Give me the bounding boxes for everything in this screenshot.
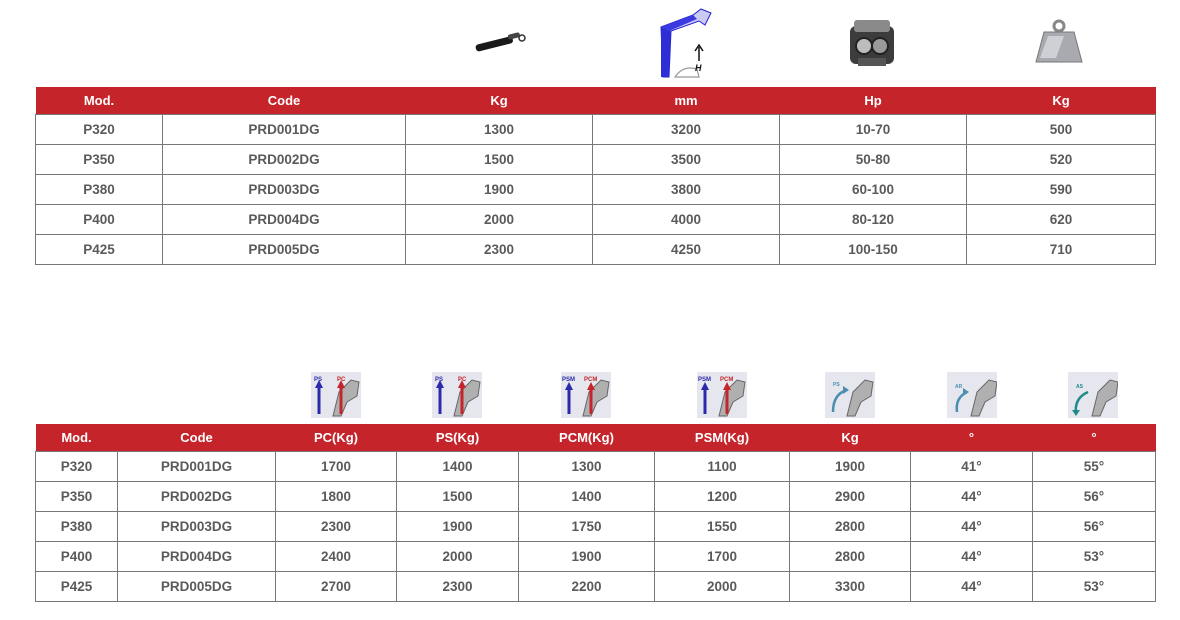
cell: 1100 <box>655 452 790 482</box>
col-header-psm: PSM(Kg) <box>655 424 790 452</box>
cell: 44° <box>911 482 1033 512</box>
cell: 1400 <box>397 452 519 482</box>
cell: PRD001DG <box>118 452 276 482</box>
cell: 44° <box>911 542 1033 572</box>
bucket-ps-pc-icon <box>311 372 361 418</box>
cell: 1750 <box>519 512 655 542</box>
cell: 55° <box>1033 452 1156 482</box>
cell: P320 <box>36 452 118 482</box>
table-row <box>36 452 1156 482</box>
table-row <box>36 482 1156 512</box>
cell: 2800 <box>790 542 911 572</box>
cell: P350 <box>36 482 118 512</box>
col-header-angle-ar: ° <box>911 424 1033 452</box>
ps-label: PS <box>833 382 840 388</box>
cell: 520 <box>967 145 1156 175</box>
col-header-code: Code <box>163 87 406 115</box>
cell: 2300 <box>406 235 593 265</box>
cell: P400 <box>36 542 118 572</box>
cell: P350 <box>36 145 163 175</box>
table-row <box>36 205 1156 235</box>
col-header-model: Mod. <box>36 87 163 115</box>
height-label: H <box>695 63 702 73</box>
table-row <box>36 115 1156 145</box>
cell: 1900 <box>790 452 911 482</box>
cell: 1900 <box>397 512 519 542</box>
cell: 3200 <box>593 115 780 145</box>
cell: 1300 <box>406 115 593 145</box>
cell: 1700 <box>655 542 790 572</box>
cell: 1800 <box>276 482 397 512</box>
cell: P380 <box>36 175 163 205</box>
boom-height-icon <box>655 5 715 81</box>
cell: 60-100 <box>780 175 967 205</box>
bucket-ps-pc-icon <box>432 372 482 418</box>
col-header-kg: Kg <box>790 424 911 452</box>
cell: 1900 <box>406 175 593 205</box>
pcm-label: PCM <box>720 377 734 383</box>
col-header-angle-as: ° <box>1033 424 1156 452</box>
cell: 44° <box>911 572 1033 602</box>
engine-icon <box>846 16 898 70</box>
cell: P380 <box>36 512 118 542</box>
col-header-pcm: PCM(Kg) <box>519 424 655 452</box>
cell: PRD003DG <box>163 175 406 205</box>
cell: 10-70 <box>780 115 967 145</box>
cell: 1500 <box>397 482 519 512</box>
cell: 2300 <box>276 512 397 542</box>
cell: 3500 <box>593 145 780 175</box>
table-header-row <box>36 87 1156 115</box>
cell: 1200 <box>655 482 790 512</box>
col-header-hp: Hp <box>780 87 967 115</box>
col-header-code: Code <box>118 424 276 452</box>
cell: 2400 <box>276 542 397 572</box>
bucket-psm-pcm-icon <box>561 372 611 418</box>
ps-label: PS <box>435 377 444 383</box>
table-row <box>36 175 1156 205</box>
cell: 50-80 <box>780 145 967 175</box>
bucket-as-angle-icon <box>1068 372 1118 418</box>
cell: PRD002DG <box>118 482 276 512</box>
col-header-model: Mod. <box>36 424 118 452</box>
cell: 1900 <box>519 542 655 572</box>
cell: 2200 <box>519 572 655 602</box>
cell: P320 <box>36 115 163 145</box>
col-header-height-mm: mm <box>593 87 780 115</box>
cell: P425 <box>36 235 163 265</box>
table-row <box>36 235 1156 265</box>
pc-label: PC <box>458 377 467 383</box>
cell: 53° <box>1033 542 1156 572</box>
cell: PRD005DG <box>118 572 276 602</box>
cell: 710 <box>967 235 1156 265</box>
cell: 1700 <box>276 452 397 482</box>
cell: 3300 <box>790 572 911 602</box>
table-row <box>36 542 1156 572</box>
cell: 500 <box>967 115 1156 145</box>
cell: PRD001DG <box>163 115 406 145</box>
spec-table-2 <box>35 424 1156 602</box>
col-header-cylinder-kg: Kg <box>406 87 593 115</box>
bucket-rotation-icon <box>825 372 875 418</box>
table-header-row <box>36 424 1156 452</box>
cell: 4000 <box>593 205 780 235</box>
bucket-ar-angle-icon <box>947 372 997 418</box>
cell: 2000 <box>655 572 790 602</box>
cell: 2300 <box>397 572 519 602</box>
col-header-weight-kg: Kg <box>967 87 1156 115</box>
table-row <box>36 145 1156 175</box>
cell: 2000 <box>397 542 519 572</box>
weight-icon <box>1034 18 1084 66</box>
cell: 100-150 <box>780 235 967 265</box>
cell: 44° <box>911 512 1033 542</box>
ar-label: AR <box>955 384 963 390</box>
cell: 3800 <box>593 175 780 205</box>
cell: PRD004DG <box>163 205 406 235</box>
ps-label: PS <box>314 377 323 383</box>
psm-label: PSM <box>562 377 576 383</box>
cell: 2800 <box>790 512 911 542</box>
cell: PRD002DG <box>163 145 406 175</box>
cell: 53° <box>1033 572 1156 602</box>
cell: 2700 <box>276 572 397 602</box>
cell: PRD003DG <box>118 512 276 542</box>
table-row <box>36 512 1156 542</box>
cylinder-icon <box>473 30 527 54</box>
pc-label: PC <box>337 377 346 383</box>
as-label: AS <box>1076 384 1083 390</box>
bucket-psm-pcm-icon <box>697 372 747 418</box>
cell: 2000 <box>406 205 593 235</box>
cell: P400 <box>36 205 163 235</box>
cell: 620 <box>967 205 1156 235</box>
cell: 56° <box>1033 482 1156 512</box>
cell: 56° <box>1033 512 1156 542</box>
table-row <box>36 572 1156 602</box>
pcm-label: PCM <box>584 377 598 383</box>
cell: 1500 <box>406 145 593 175</box>
cell: 41° <box>911 452 1033 482</box>
psm-label: PSM <box>698 377 712 383</box>
spec-table-1 <box>35 87 1156 265</box>
cell: 4250 <box>593 235 780 265</box>
table2-icons-row <box>0 370 1180 420</box>
cell: PRD004DG <box>118 542 276 572</box>
cell: 1300 <box>519 452 655 482</box>
cell: 80-120 <box>780 205 967 235</box>
col-header-pc: PC(Kg) <box>276 424 397 452</box>
col-header-ps: PS(Kg) <box>397 424 519 452</box>
cell: 1400 <box>519 482 655 512</box>
table1-icons-row <box>0 0 1180 86</box>
cell: 1550 <box>655 512 790 542</box>
cell: P425 <box>36 572 118 602</box>
cell: PRD005DG <box>163 235 406 265</box>
cell: 2900 <box>790 482 911 512</box>
cell: 590 <box>967 175 1156 205</box>
